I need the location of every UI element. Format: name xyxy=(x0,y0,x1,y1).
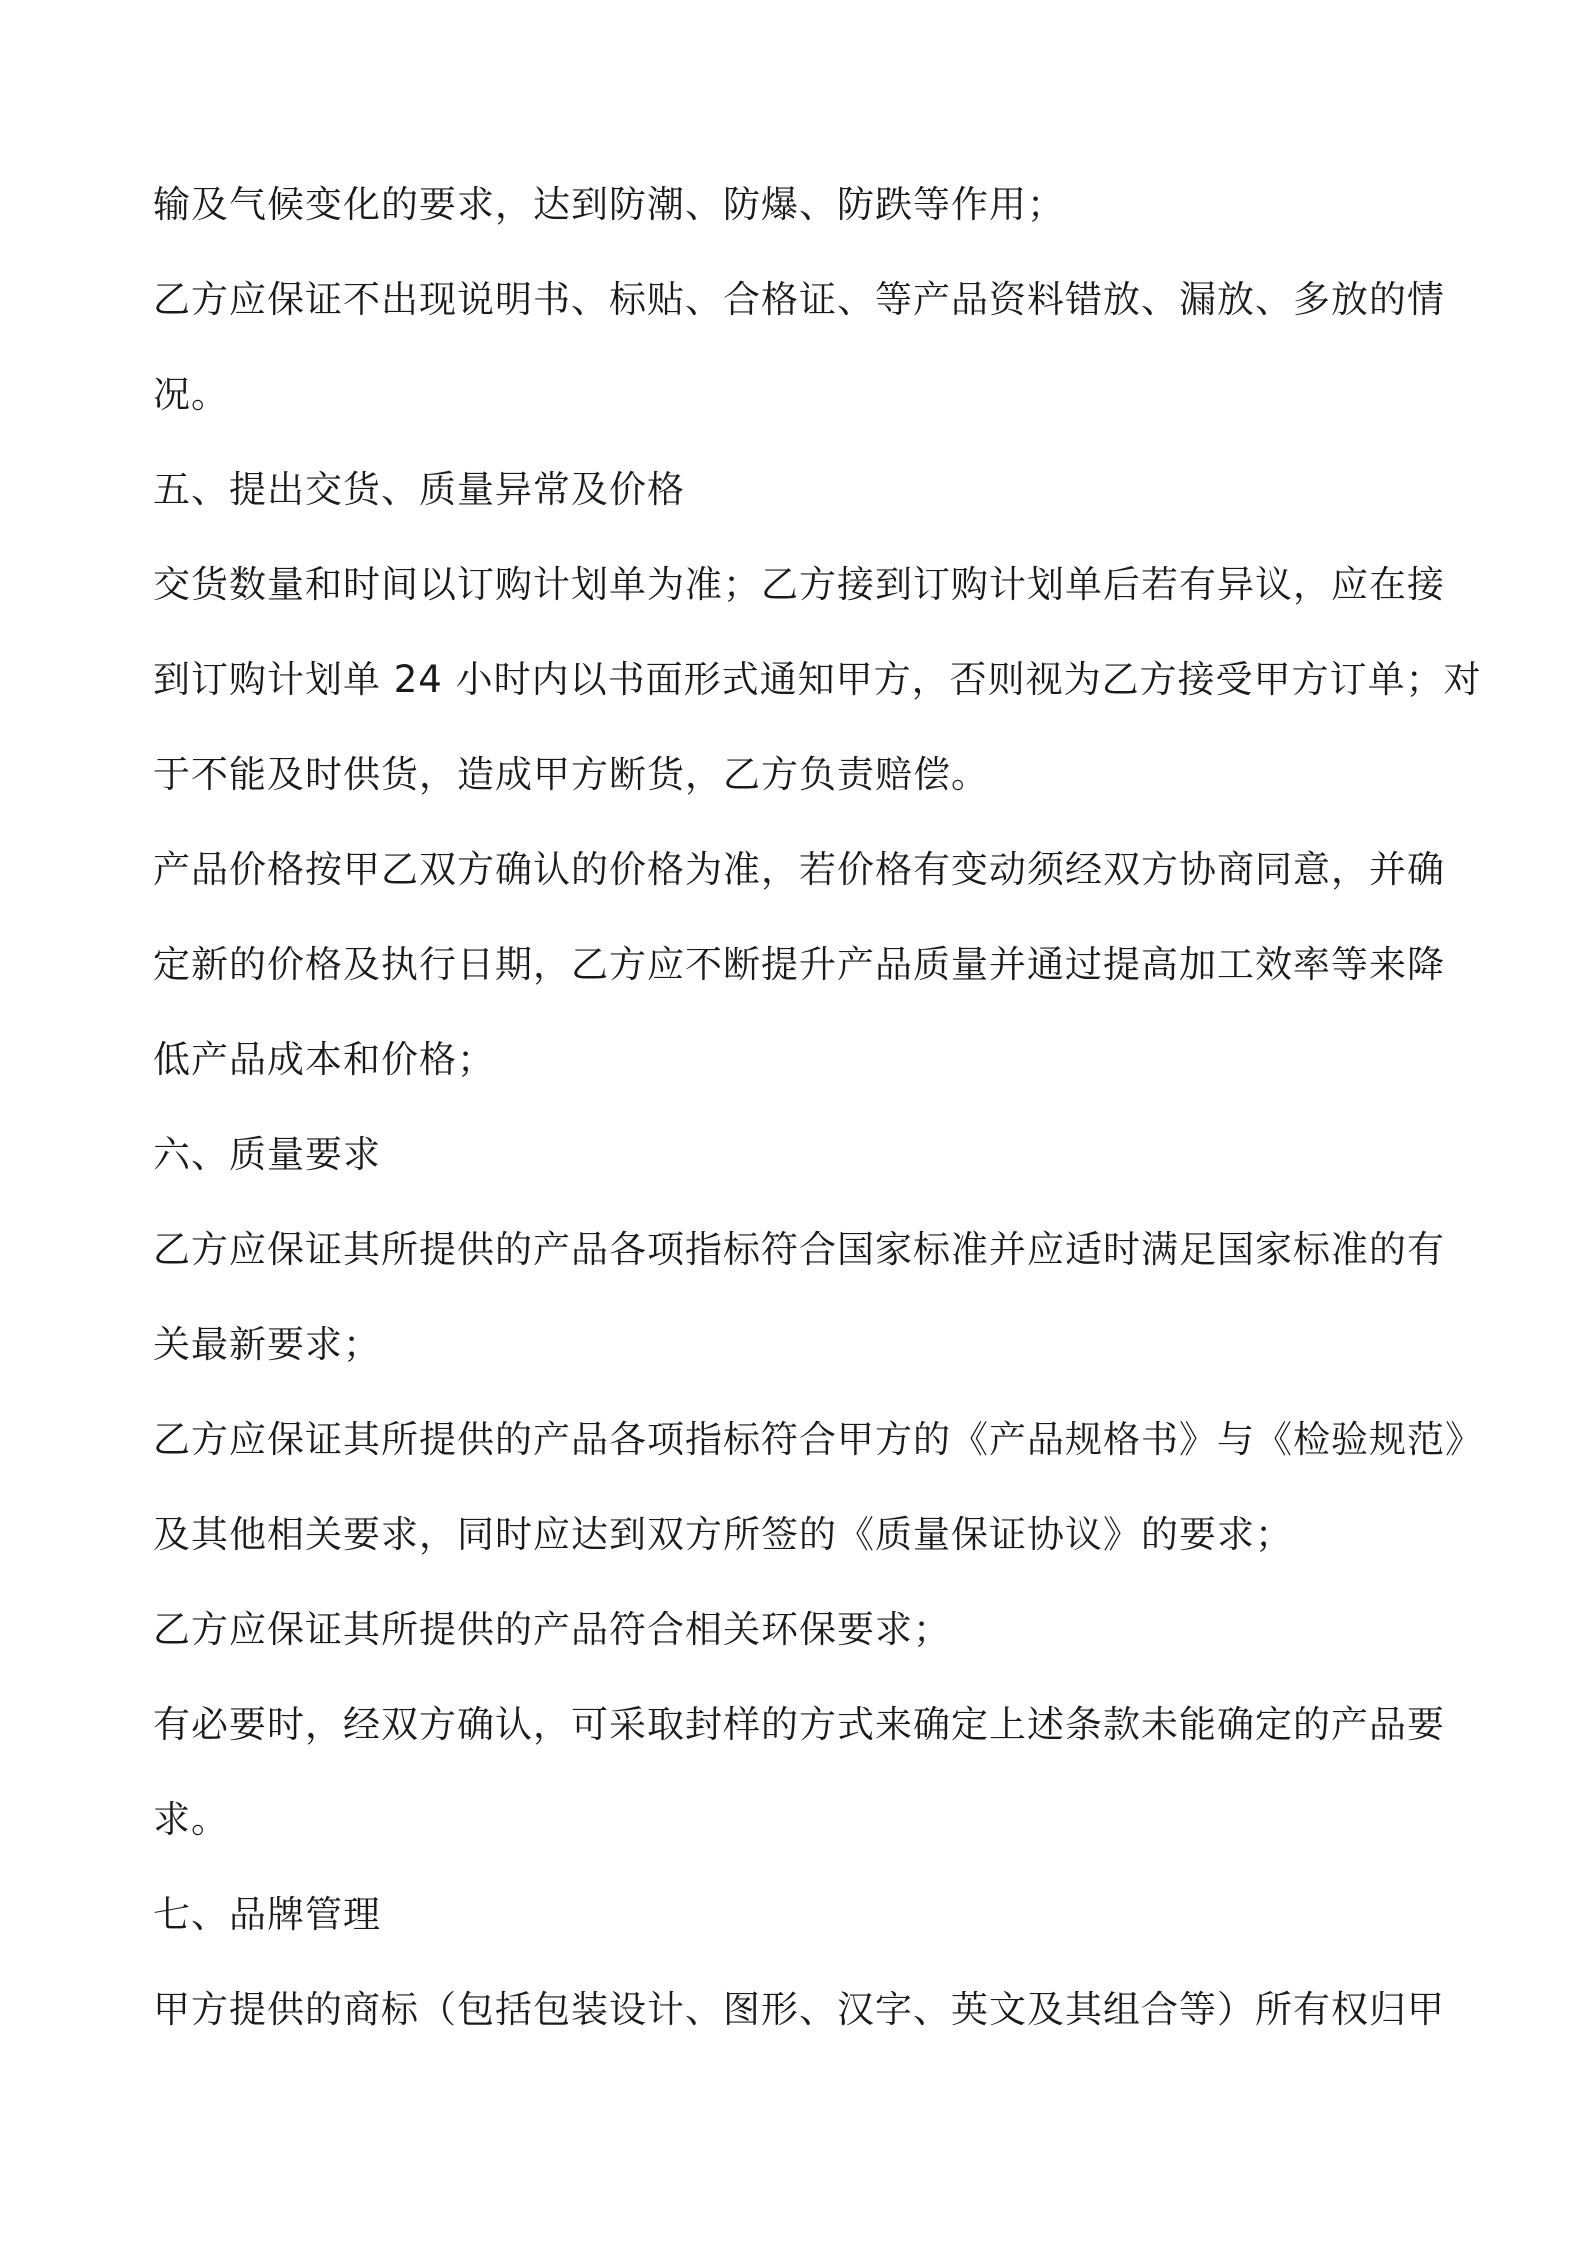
text-line: 输及气候变化的要求，达到防潮、防爆、防跌等作用； xyxy=(153,183,1065,226)
document-body xyxy=(153,157,1483,2057)
text-line: 况。 xyxy=(153,373,229,416)
text-line: 交货数量和时间以订购计划单为准；乙方接到订购计划单后若有异议，应在接 xyxy=(153,563,1445,606)
section-heading-6: 六、质量要求 xyxy=(153,1133,381,1176)
section-heading-5: 五、提出交货、质量异常及价格 xyxy=(153,468,685,511)
text-line: 有必要时，经双方确认，可采取封样的方式来确定上述条款未能确定的产品要 xyxy=(153,1703,1445,1746)
text-line: 乙方应保证不出现说明书、标贴、合格证、等产品资料错放、漏放、多放的情 xyxy=(153,278,1445,321)
section-heading-7: 七、品牌管理 xyxy=(153,1893,381,1936)
text-line: 甲方提供的商标（包括包装设计、图形、汉字、英文及其组合等）所有权归甲 xyxy=(153,1988,1445,2031)
text-line: 及其他相关要求，同时应达到双方所签的《质量保证协议》的要求； xyxy=(153,1513,1293,1556)
text-line: 关最新要求； xyxy=(153,1323,381,1366)
text-line: 乙方应保证其所提供的产品各项指标符合甲方的《产品规格书》与《检验规范》 xyxy=(153,1418,1483,1461)
text-line: 定新的价格及执行日期，乙方应不断提升产品质量并通过提高加工效率等来降 xyxy=(153,943,1445,986)
text-line: 产品价格按甲乙双方确认的价格为准，若价格有变动须经双方协商同意，并确 xyxy=(153,848,1445,891)
text-line: 乙方应保证其所提供的产品符合相关环保要求； xyxy=(153,1608,951,1651)
text-line: 到订购计划单 24 小时内以书面形式通知甲方，否则视为乙方接受甲方订单；对 xyxy=(153,658,1482,701)
text-line: 求。 xyxy=(153,1798,229,1841)
text-line: 于不能及时供货，造成甲方断货，乙方负责赔偿。 xyxy=(153,753,989,796)
text-line: 低产品成本和价格； xyxy=(153,1038,495,1081)
text-line: 乙方应保证其所提供的产品各项指标符合国家标准并应适时满足国家标准的有 xyxy=(153,1228,1445,1271)
